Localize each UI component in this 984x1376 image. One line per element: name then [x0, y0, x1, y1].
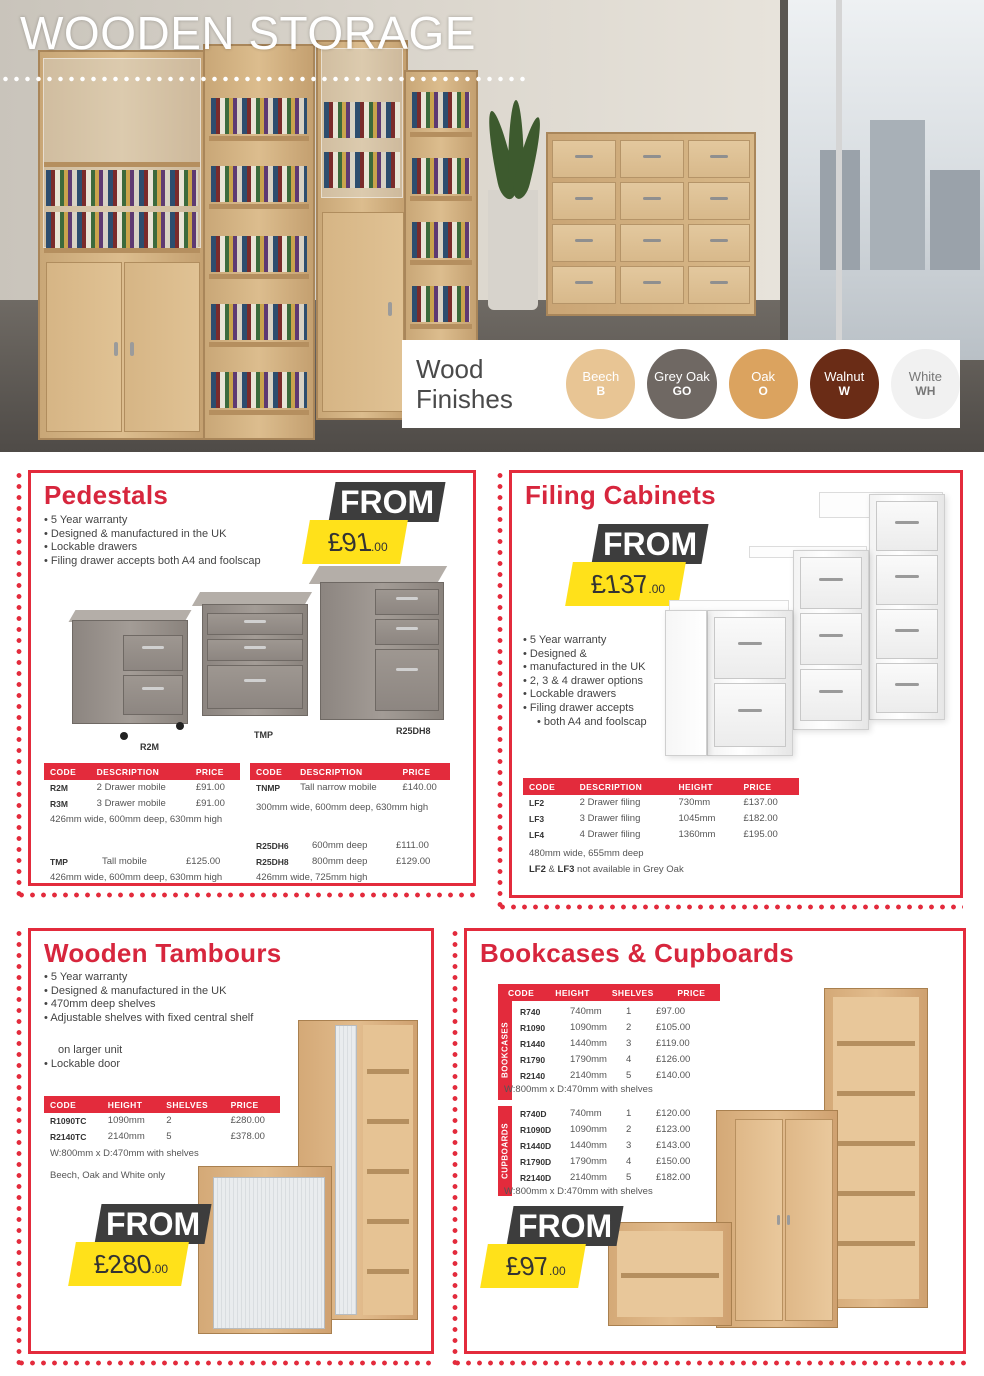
table-row: R740D 740mm 1 £120.00	[520, 1108, 691, 1119]
pedestals-table-right-dh	[250, 838, 450, 870]
tambours-table: CODE HEIGHT SHELVES PRICE R1090TC 1090mm 2 £280.00 R2140TC 2140mm 5 £378.00	[44, 1096, 280, 1145]
filing-cabinet-3-drawer-image	[793, 550, 869, 730]
table-row: LF4 4 Drawer filing 1360mm £195.00	[529, 829, 778, 840]
hero-banner	[0, 0, 984, 452]
pedestals-note-4: 426mm wide, 725mm high	[256, 872, 368, 883]
filing-cabinet-2-drawer-image	[707, 610, 793, 756]
filing-table: CODE DESCRIPTION HEIGHT PRICE LF2 2 Drawer filing 730mm £137.00 LF3 3 Drawer filing 1045mm £182.00 LF4 4 Drawer filing 1360mm £195.00	[523, 778, 799, 843]
tambours-note-1: W:800mm x D:470mm with shelves	[50, 1148, 199, 1159]
label-r2m: R2M	[140, 742, 160, 752]
pedestal-r25dh8-image	[320, 582, 444, 720]
bookcases-title: Bookcases & Cupboards	[480, 938, 795, 968]
cupboard-image	[716, 1110, 838, 1328]
pedestals-title: Pedestals	[44, 480, 169, 510]
table-row: R1440 1440mm 3 £119.00	[520, 1038, 690, 1049]
bookcases-panel	[452, 928, 966, 1366]
pedestals-panel	[16, 470, 476, 898]
table-row: R1790 1790mm 4 £126.00	[520, 1054, 691, 1065]
tambours-from-price: FROM £280.00	[72, 1204, 222, 1304]
table-row: R1440D 1440mm 3 £143.00	[520, 1140, 691, 1151]
finish-swatch-grey-oak: Grey Oak GO	[647, 349, 716, 419]
finish-swatch-walnut: Walnut W	[810, 349, 879, 419]
hero-window	[780, 0, 984, 360]
table-row: R1790D 1790mm 4 £150.00	[520, 1156, 691, 1167]
title-dotted-rule	[0, 76, 530, 82]
cupboards-side-label: CUPBOARDS	[498, 1106, 512, 1196]
bookcases-side-label: BOOKCASES	[498, 1000, 512, 1100]
label-tmp: TMP	[254, 730, 273, 740]
bookcases-from-price: FROM £97.00	[484, 1206, 634, 1306]
tambours-title: Wooden Tambours	[44, 938, 282, 968]
pedestals-note-1: 426mm wide, 600mm deep, 630mm high	[50, 814, 223, 825]
table-row: R1090D 1090mm 2 £123.00	[520, 1124, 691, 1135]
table-row: R25DH6 600mm deep £111.00	[256, 840, 429, 851]
cupboards-note: W:800mm x D:470mm with shelves	[504, 1186, 653, 1197]
pedestals-note-2: 426mm wide, 600mm deep, 630mm high	[50, 872, 223, 883]
pedestals-table-left-tmp	[44, 854, 240, 870]
table-row: LF3 3 Drawer filing 1045mm £182.00	[529, 813, 778, 824]
hero-bookcase-2	[203, 44, 315, 440]
table-row: R25DH8 800mm deep £129.00	[256, 856, 431, 867]
filing-cabinet-4-drawer-image	[869, 494, 945, 720]
table-row: R3M 3 Drawer mobile £91.00	[50, 798, 225, 809]
pedestals-note-3: 300mm wide, 600mm deep, 630mm high	[256, 802, 429, 813]
filing-from-price: FROM £137.00	[569, 524, 719, 624]
bookcases-rows	[514, 1004, 720, 1084]
filing-note-1: 480mm wide, 655mm deep	[529, 848, 644, 859]
table-row: R1090TC 1090mm 2 £280.00	[50, 1115, 265, 1126]
pedestals-features: • 5 Year warranty • Designed & manufactured in the UK • Lockable drawers • Filing drawer accepts both A4 and foolscap	[44, 514, 261, 568]
tambours-feature-extra: on larger unit	[58, 1044, 123, 1056]
tambours-features: • 5 Year warranty • Designed & manufactured in the UK • 470mm deep shelves • Adjustable shelves with fixed central shelf	[44, 971, 253, 1025]
pedestals-table-right: CODE DESCRIPTION PRICE TNMP Tall narrow mobile £140.00	[250, 763, 450, 796]
pedestal-r2m-image	[72, 620, 188, 724]
cupboards-rows	[514, 1106, 720, 1186]
bookcases-table: CODE HEIGHT SHELVES PRICE	[498, 984, 720, 1001]
pedestal-tmp-image	[202, 604, 308, 716]
hero-bookcase-1	[38, 50, 206, 440]
hero-filing-cabinets	[546, 132, 756, 316]
label-r25dh8: R25DH8	[396, 726, 431, 736]
hero-bookcase-3	[316, 40, 408, 420]
pedestals-table-left: CODE DESCRIPTION PRICE R2M 2 Drawer mobile £91.00 R3M 3 Drawer mobile £91.00	[44, 763, 240, 812]
tambours-feature-last: • Lockable door	[44, 1058, 120, 1072]
tambours-note-2: Beech, Oak and White only	[50, 1170, 166, 1181]
table-row: R2140 2140mm 5 £140.00	[520, 1070, 691, 1081]
filing-note-2: LF2 & LF3 not available in Grey Oak	[529, 864, 684, 875]
filing-cabinets-title: Filing Cabinets	[525, 480, 716, 510]
table-row: R740 740mm 1 £97.00	[520, 1006, 686, 1017]
table-row: TMP Tall mobile £125.00	[50, 856, 221, 867]
table-row: R2140TC 2140mm 5 £378.00	[50, 1131, 265, 1142]
finish-swatch-oak: Oak O	[729, 349, 798, 419]
wood-finishes-title: Wood Finishes	[416, 354, 513, 414]
table-row: LF2 2 Drawer filing 730mm £137.00	[529, 797, 778, 808]
table-row: R1090 1090mm 2 £105.00	[520, 1022, 691, 1033]
pedestals-from-price: FROM £91.00	[306, 482, 456, 582]
bookcases-note: W:800mm x D:470mm with shelves	[504, 1084, 653, 1095]
hero-plant-pot	[488, 190, 538, 310]
finish-swatch-white: White WH	[891, 349, 960, 419]
bookcase-tall-image	[824, 988, 928, 1308]
tambours-panel	[16, 928, 434, 1366]
wood-finishes-panel	[402, 340, 960, 428]
filing-cabinets-panel	[497, 470, 963, 910]
table-row: TNMP Tall narrow mobile £140.00	[256, 782, 437, 793]
finish-swatch-beech: Beech B	[566, 349, 635, 419]
table-row: R2M 2 Drawer mobile £91.00	[50, 782, 225, 793]
page-title: WOODEN STORAGE	[20, 7, 476, 59]
table-row: R2140D 2140mm 5 £182.00	[520, 1172, 691, 1183]
filing-features: • 5 Year warranty • Designed & • manufactured in the UK • 2, 3 & 4 drawer options • Lockable drawers • Filing drawer accepts • both A4 and foolscap	[523, 634, 647, 729]
